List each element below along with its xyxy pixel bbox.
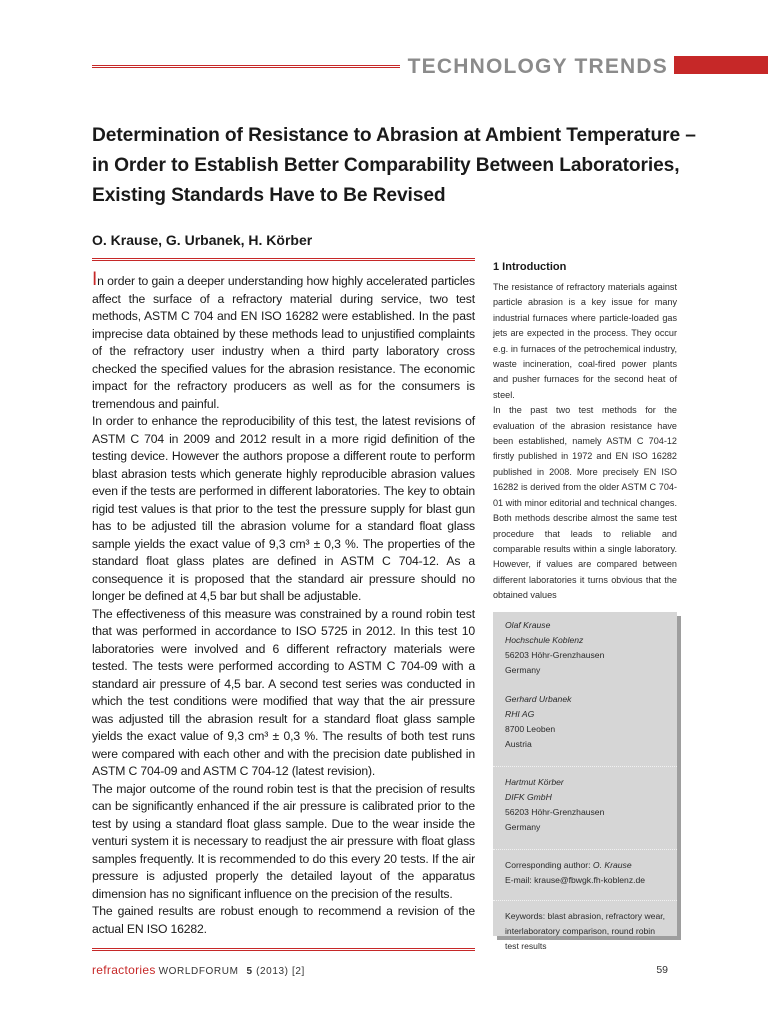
affiliation-institution: RHI AG bbox=[505, 709, 535, 719]
corresponding-name: O. Krause bbox=[592, 860, 632, 870]
affiliation-divider bbox=[493, 849, 677, 850]
introduction-paragraph: The resistance of refractory materials against particle abrasion is a key issue for many industrial furnaces where particle-loaded gas jets are expected in the process. They occur e.g. in furnaces of the petrochemical industry, waste incineration, coal-fired power plants and pusher furnaces for the second heat of steel. bbox=[493, 282, 677, 400]
abstract-column bbox=[92, 258, 475, 951]
corresponding-email: E-mail: krause@fbwgk.fh-koblenz.de bbox=[505, 875, 646, 885]
section-label: TECHNOLOGY TRENDS bbox=[400, 54, 668, 80]
abstract-paragraph: The gained results are robust enough to recommend a revision of the actual EN ISO 16282. bbox=[92, 904, 475, 936]
affiliation-institution: DIFK GmbH bbox=[505, 792, 552, 802]
affiliation-address: 8700 Leoben bbox=[505, 724, 556, 734]
affiliation-country: Austria bbox=[505, 739, 532, 749]
affiliation-name: Gerhard Urbanek bbox=[505, 694, 572, 704]
affiliation-divider bbox=[493, 766, 677, 767]
affiliation-address: 56203 Höhr-Grenzhausen bbox=[505, 650, 605, 660]
article-title: Determination of Resistance to Abrasion at Ambient Temperature – in Order to Establish Better Comparability Between Laboratories, Existing Standards Have to Be Revised bbox=[92, 125, 696, 206]
issue-year: (2013) [2] bbox=[256, 966, 305, 977]
issue-info bbox=[247, 966, 305, 977]
journal-suffix: WORLDFORUM bbox=[158, 966, 239, 977]
article-authors: O. Krause, G. Urbanek, H. Körber bbox=[92, 232, 313, 248]
affiliation-divider bbox=[493, 900, 677, 901]
corresponding-author bbox=[505, 858, 667, 888]
introduction-text bbox=[493, 280, 677, 604]
keywords: Keywords: blast abrasion, refractory wear, interlaboratory comparison, round robin test results bbox=[505, 911, 666, 951]
abstract-bottom-rule bbox=[92, 948, 475, 951]
introduction-heading: 1 Introduction bbox=[493, 261, 567, 273]
introduction-column bbox=[493, 261, 677, 604]
affiliation-institution: Hochschule Koblenz bbox=[505, 635, 584, 645]
page-number: 59 bbox=[656, 964, 668, 976]
section-header bbox=[0, 54, 768, 80]
abstract-paragraph: In order to gain a deeper understanding how highly accelerated particles affect the surface of a refractory material during service, two test methods, ASTM C 704 and EN ISO 16282 were established. In the past imprecise data obtained by these methods lead to unjustified complaints of the refractory user industry when a third party laboratory cross checked the specified values for the abrasion resistance. The economic impact for the refractory producers as well as for the consumers is tremendous and painful. bbox=[92, 269, 475, 411]
affiliation-block bbox=[505, 692, 667, 752]
affiliation-block bbox=[505, 618, 667, 678]
journal-name: refractories bbox=[92, 963, 156, 977]
abstract-paragraph: In order to enhance the reproducibility of this test, the latest revisions of ASTM C 704 in 2009 and 2012 result in a more rigid definition of the testing device. However the authors propose a different route to perform blast abrasion tests which generate highly reproducible abrasion values even if the tests are performed in different laboratories. The key to obtain rigid test values is that prior to the test the pressure supply for blast gun has to be adjusted till the abrasion volume for a standard float glass sample yields the exact value of 9,3 cm³ ± 0,3 %. The properties of the standard float glass plates are defined in ASTM C 704-12. As a consequence it is proposed that the standard air pressure should no longer be defined at 4,5 bar but shall be adjustable. bbox=[92, 414, 475, 603]
header-accent-bar bbox=[674, 56, 768, 74]
issue-number: 5 bbox=[246, 966, 253, 977]
corresponding-label: Corresponding author: bbox=[505, 860, 591, 870]
affiliation-address: 56203 Höhr-Grenzhausen bbox=[505, 807, 605, 817]
affiliation-name: Hartmut Körber bbox=[505, 777, 564, 787]
introduction-paragraph: In the past two test methods for the evaluation of the abrasion resistance have been established, namely ASTM C 704-12 firstly published in 1972 and EN ISO 16282 published in 2008. More precisely EN ISO 16282 is derived from the older ASTM C 704-01 with minor editorial and technical changes. Both methods describe almost the same test procedure that leads to reliable and comparable results within a single laboratory. However, if values are compared between different laboratories it turns obvious that the obtained values bbox=[493, 405, 678, 601]
abstract-text bbox=[92, 271, 475, 938]
author-info-box bbox=[493, 612, 677, 951]
affiliation-country: Germany bbox=[505, 665, 541, 675]
affiliation-block bbox=[505, 775, 667, 835]
page-footer bbox=[92, 962, 668, 978]
abstract-top-rule bbox=[92, 258, 475, 261]
affiliation-country: Germany bbox=[505, 822, 541, 832]
affiliation-name: Olaf Krause bbox=[505, 620, 551, 630]
abstract-paragraph: The effectiveness of this measure was constrained by a round robin test that was performed in accordance to ISO 5725 in 2012. In this test 10 laboratories were involved and 6 different refractory materials were tested. The tests were performed according to ASTM C 704-09 with a standard air pressure of 4,5 bar. A second test series was conducted in which the test conditions were modified that way that the air pressure was adjusted till the abrasion result for a standard float glass sample yields the exact value of 9,3 cm³ ± 0,3 %. The results of both test runs were compared with each other and with the precision date published in ASTM C 704-09 and ASTM C 704-12 (latest revision). bbox=[92, 606, 475, 778]
abstract-paragraph: The major outcome of the round robin test is that the precision of results can be significantly enhanced if the air pressure is calibrated prior to the test by using a standard float glass sample. Due to the wear inside the venturi system it is necessary to readjust the air pressure with float glass samples frequently. It is recommended to do this every 20 tests. If the air pressure is adjusted properly the detailed layout of the apparatus dimension has no significant influence on the precision of the results. bbox=[92, 781, 475, 901]
